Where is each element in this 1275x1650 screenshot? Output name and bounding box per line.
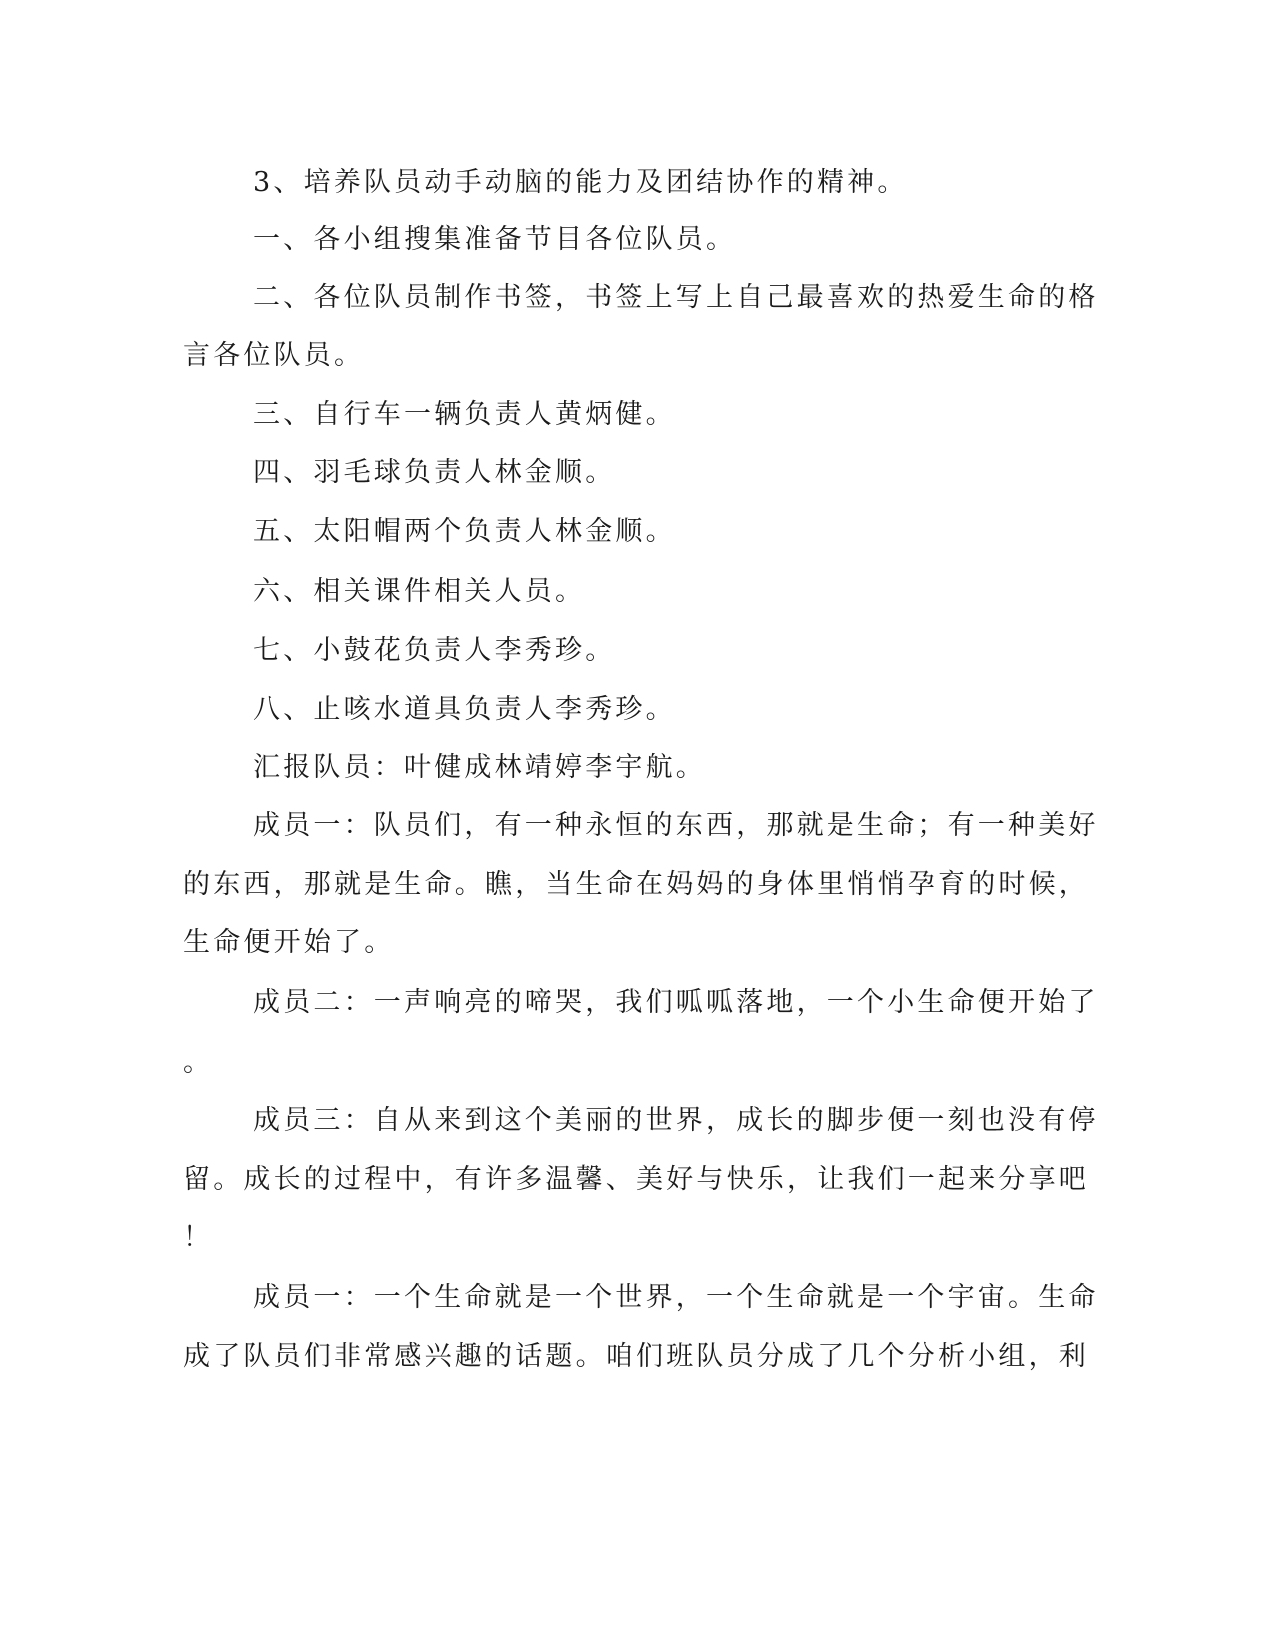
paragraph-line: 生命便开始了。 <box>183 927 395 958</box>
paragraph-line: 八、止咳水道具负责人李秀珍。 <box>253 694 676 725</box>
paragraph-line: 留。成长的过程中，有许多温馨、美好与快乐，让我们一起来分享吧 <box>183 1164 1089 1195</box>
paragraph-line: 。 <box>183 1047 214 1078</box>
paragraph-line: 一、各小组搜集准备节目各位队员。 <box>253 224 737 255</box>
paragraph-line: 成员一：队员们，有一种永恒的东西，那就是生命；有一种美好 <box>253 810 1099 841</box>
paragraph-line: 成员一：一个生命就是一个世界，一个生命就是一个宇宙。生命 <box>253 1282 1099 1313</box>
paragraph-line: 成了队员们非常感兴趣的话题。咱们班队员分成了几个分析小组，利 <box>183 1341 1089 1372</box>
paragraph-line: 成员二：一声响亮的啼哭，我们呱呱落地，一个小生命便开始了 <box>253 987 1099 1018</box>
paragraph-line: 三、自行车一辆负责人黄炳健。 <box>253 399 676 430</box>
paragraph-line: 言各位队员。 <box>183 340 365 371</box>
paragraph-line: 六、相关课件相关人员。 <box>253 576 586 607</box>
paragraph-line: 汇报队员：叶健成林靖婷李宇航。 <box>253 752 706 783</box>
paragraph-line: 的东西，那就是生命。瞧，当生命在妈妈的身体里悄悄孕育的时候， <box>183 869 1089 900</box>
paragraph-line: ！ <box>183 1222 214 1253</box>
paragraph-line: 七、小鼓花负责人李秀珍。 <box>253 635 616 666</box>
paragraph-line: 成员三：自从来到这个美丽的世界，成长的脚步便一刻也没有停 <box>253 1105 1099 1136</box>
paragraph-line: 五、太阳帽两个负责人林金顺。 <box>253 516 676 547</box>
paragraph-line: 四、羽毛球负责人林金顺。 <box>253 457 616 488</box>
paragraph-line: 二、各位队员制作书签，书签上写上自己最喜欢的热爱生命的格 <box>253 282 1099 313</box>
paragraph-line: 3、培养队员动手动脑的能力及团结协作的精神。 <box>253 167 908 198</box>
